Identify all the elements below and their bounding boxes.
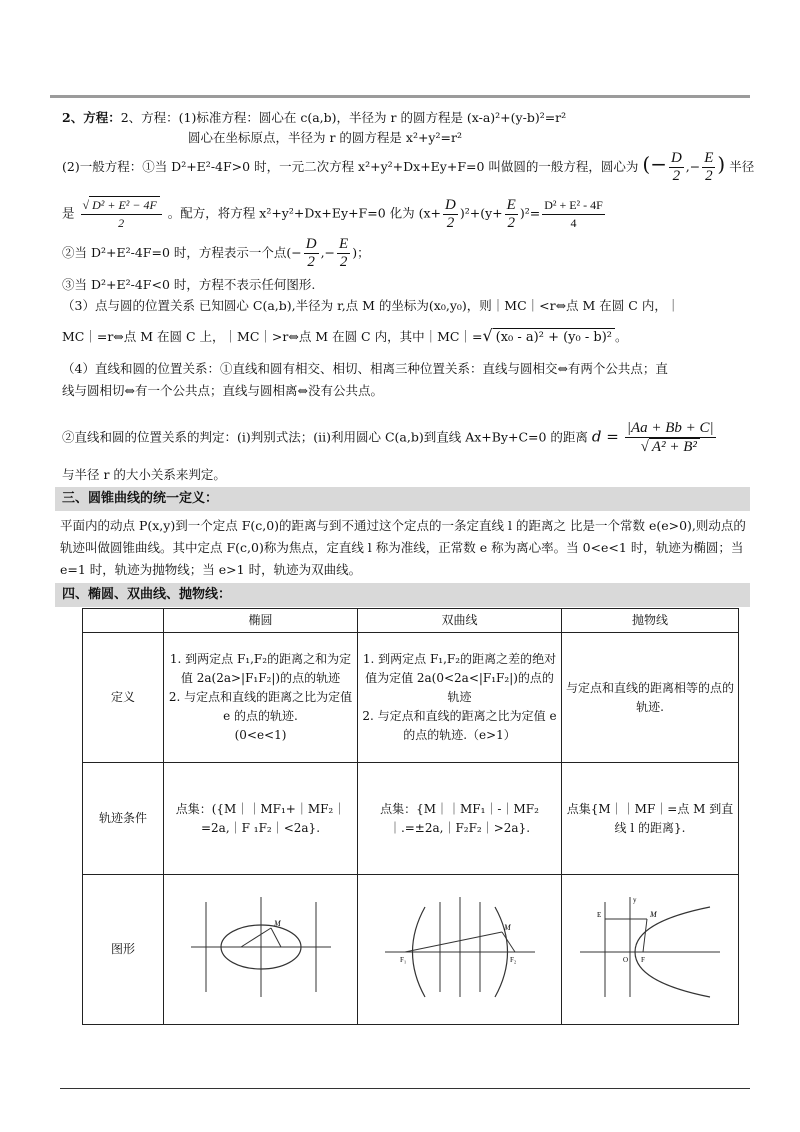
section-unified-definition-title: 三、圆锥曲线的统一定义： [55, 487, 750, 511]
no-graph-line: ③当 D²+E²-4F<0 时，方程不表示任何图形. [62, 277, 316, 292]
origin-equation-line: 圆心在坐标原点，半径为 r 的圆方程是 x²+y²=r² [188, 130, 462, 145]
bottom-rule [60, 1088, 750, 1089]
std-equation-line: 2、方程：2、方程：(1)标准方程：圆心在 c(a,b)，半径为 r 的圆方程是 (x-a)²+(y-b)²=r² [62, 110, 567, 125]
table-row: 轨迹条件 点集：({M｜｜MF₁+｜MF₂｜=2a,｜F ₁F₂｜<2a}. 点集：{M｜｜MF₁｜-｜MF₂｜.=±2a,｜F₂F₂｜>2a}. 点集{M｜｜MF｜=点 M 到直线 l 的距离}. [83, 763, 739, 875]
parabola-figure-cell [562, 875, 739, 1025]
unified-definition-text: 平面内的动点 P(x,y)到一个定点 F(c,0)的距离与到不通过这个定点的一条定直线 l 的距离之 比是一个常数 e(e>0),则动点的轨迹叫做圆锥曲线。其中定点 F(c,0)称为焦点，定直线 l 称为准线，正常数 e 称为离心率。当 0<e<1 时，轨迹为椭圆；当 e=1 时，轨迹为抛物线；当 e>1 时，轨迹为双曲线。 [60, 518, 746, 577]
parabola-figure [575, 892, 725, 1002]
svg-text:M: M [650, 909, 657, 919]
point-circle-relation-line: （3）点与圆的位置关系 已知圆心 C(a,b),半径为 r,点 M 的坐标为(x₀,y₀)，则｜MC｜<r⇔点 M 在圆 C 内，｜ [62, 298, 680, 313]
top-rule [50, 95, 750, 98]
svg-text:y: y [633, 895, 637, 904]
general-equation-line: (2)一般方程：①当 D²+E²-4F>0 时，一元二次方程 x²+y²+Dx+Ey+F=0 叫做圆的一般方程，圆心为 (− $\frac{D}{2}$ ,− $\frac{E}{2}$ ) 半径 [62, 150, 755, 184]
line-circle-relation-line: （4）直线和圆的位置关系：①直线和圆有相交、相切、相离三种位置关系：直线与圆相交⇔有两个公共点；直 [62, 361, 668, 376]
header-parabola: 抛物线 [562, 609, 739, 633]
hyperbola-figure [380, 892, 540, 1002]
header-hyperbola: 双曲线 [358, 609, 562, 633]
hyperbola-figure-cell [358, 875, 562, 1025]
line-circle-relation-line-2: 线与圆相切⇔有一个公共点；直线与圆相离⇔没有公共点。 [62, 383, 383, 398]
svg-text:F₂: F₂ [509, 955, 516, 964]
svg-text:E: E [597, 910, 602, 919]
radius-line: 是 $\frac{\text{√ D² + E² − 4F}}{2}$ 。配方，将方程 x²+y²+Dx+Ey+F=0 化为 (x+ $\frac{D}{2}$ )²+(y+ $\frac{E}{2}$ )²= $\frac{\text{D² + E² - 4F}}{4}$ [62, 196, 603, 231]
svg-text:M: M [503, 922, 511, 932]
header-ellipse: 椭圆 [164, 609, 358, 633]
table-header-row [83, 609, 739, 633]
point-case-line: ②当 D²+E²-4F=0 时，方程表示一个点(− $\frac{D}{2}$ ,− $\frac{E}{2}$ )； [62, 236, 370, 270]
svg-text:O: O [623, 955, 629, 964]
table-row: 定义 1. 到两定点 F₁,F₂的距离之和为定值 2a(2a>|F₁F₂|)的点的轨迹 2. 与定点和直线的距离之比为定值 e 的点的轨迹. (0<e<1) 1. 到两定点 F₁,F₂的距离之差的绝对值为定值 2a(0<2a<|F₁F₂|)的点的轨迹 2. 与定点和直线的距离之比为定值 e 的点的轨迹.（e>1） 与定点和直线的距离相等的点的轨迹. [83, 633, 739, 763]
radius-compare-line: 与半径 r 的大小关系来判定。 [62, 467, 226, 482]
heading-equation: 2、方程： [62, 110, 121, 125]
svg-text:F: F [641, 955, 645, 964]
conics-table [82, 608, 739, 1025]
ellipse-figure-cell [164, 875, 358, 1025]
distance-judgement-line: ②直线和圆的位置关系的判定：(i)判别式法；(ii)利用圆心 C(a,b)到直线 Ax+By+C=0 的距离 d = $\frac{|Aa + Bb + C|}{\text{√ A² + B²}}$ [62, 420, 714, 455]
svg-text:M: M [273, 918, 281, 928]
section-conics-title: 四、椭圆、双曲线、抛物线： [55, 583, 750, 607]
mc-distance-line: MC｜=r⇔点 M 在圆 C 上，｜MC｜>r⇔点 M 在圆 C 内，其中｜MC｜=√ (x₀ - a)² + (y₀ - b)² 。 [62, 326, 628, 345]
svg-text:F₁: F₁ [399, 955, 406, 964]
table-row: 图形 M M F₁ F₂ M E O F y [83, 875, 739, 1025]
ellipse-figure [186, 892, 336, 1002]
